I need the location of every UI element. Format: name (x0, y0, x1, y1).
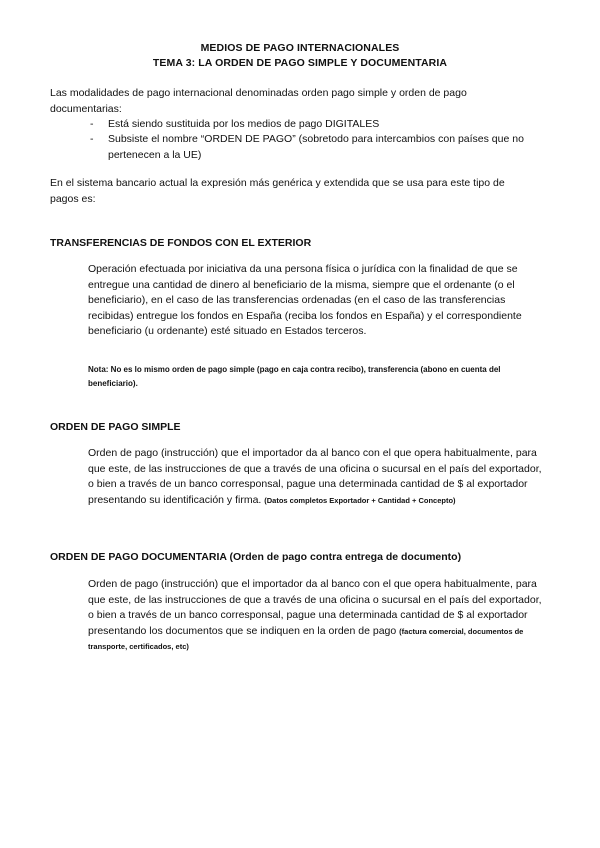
section-body-transferencias: Operación efectuada por iniciativa da una persona física o jurídica con la finalidad de que se entregue una cantidad de dinero al beneficiario de la misma, siempre que el ordenante (o el beneficiario), en el caso de las transferencias ordenadas (en el caso de las transferencias recibidas) entregue los fondos en España (reciba los fondos en España) y el correspondiente beneficiario (u ordenante) esté situado en Estados terceros. (88, 263, 522, 337)
inline-note: (Datos completos Exportador + Cantidad + Concepto) (264, 495, 456, 505)
bullet-marker: - (90, 118, 94, 130)
section-body-orden-documentaria (88, 577, 550, 655)
bullet-text: Está siendo sustituida por los medios de pago DIGITALES (108, 118, 380, 130)
section-heading-orden-simple: ORDEN DE PAGO SIMPLE (50, 421, 181, 433)
intro-paragraph: Las modalidades de pago internacional denominadas orden pago simple y orden de pago documentarias: (50, 87, 467, 115)
intro-bullet (90, 117, 550, 133)
inline-note: (factura comercial, documentos de transporte, certificados, etc) (88, 626, 524, 651)
body-text: Orden de pago (instrucción) que el importador da al banco con el que opera habitualmente, para que este, de las instrucciones de que a través de una oficina o sucursal en el país del exportador, o bien a través de un banco corresponsal, pague una determinada cantidad de $ al exportador presentando su identificación y firma. (88, 447, 542, 506)
document-title: MEDIOS DE PAGO INTERNACIONALES (200, 42, 400, 54)
section-heading-orden-documentaria: ORDEN DE PAGO DOCUMENTARIA (Orden de pago contra entrega de documento) (50, 551, 462, 563)
document-subtitle: TEMA 3: LA ORDEN DE PAGO SIMPLE Y DOCUMENTARIA (152, 57, 448, 69)
intro-bullet (90, 132, 550, 164)
body-text: Orden de pago (instrucción) que el importador da al banco con el que opera habitualmente, para que este, de las instrucciones de que a través de una oficina o sucursal en el país del exportador, o bien a través de un banco corresponsal, pague una determinada cantidad de $ al exportador presentando los documentos que se indiquen en la orden de pago (88, 578, 542, 637)
section-heading-transferencias: TRANSFERENCIAS DE FONDOS CON EL EXTERIOR (50, 237, 312, 249)
bullet-text: Subsiste el nombre “ORDEN DE PAGO” (sobretodo para intercambios con países que no pertenecen a la UE) (108, 133, 524, 161)
section-body-orden-simple (88, 446, 550, 508)
bullet-marker: - (90, 133, 94, 145)
context-paragraph: En el sistema bancario actual la expresión más genérica y extendida que se usa para este tipo de pagos es: (50, 177, 505, 205)
section-note-transferencias: Nota: No es lo mismo orden de pago simple (pago en caja contra recibo), transferencia (abono en cuenta del beneficiario). (88, 365, 501, 388)
